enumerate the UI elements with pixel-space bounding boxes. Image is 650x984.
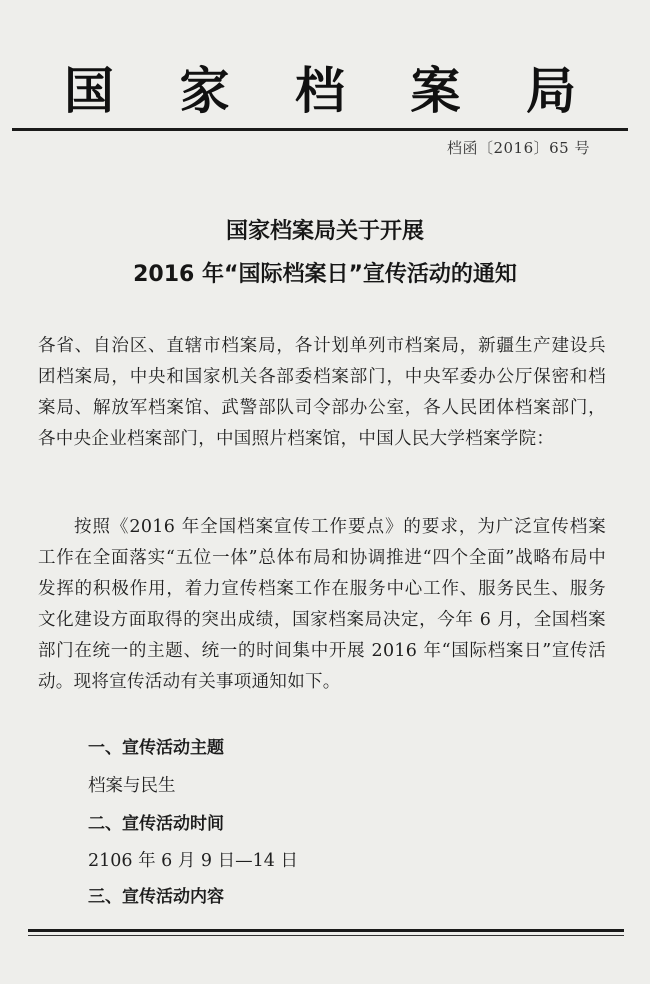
section-heading-theme: 一、宣传活动主题: [88, 738, 224, 758]
header-divider: [12, 128, 628, 131]
document-number: 档函〔2016〕65 号: [446, 139, 590, 157]
masthead-char: 案: [410, 62, 461, 120]
document-title-line-2: 2016 年“国际档案日”宣传活动的通知: [133, 262, 517, 287]
masthead-char: 局: [526, 62, 576, 120]
addressees-paragraph: 各省、自治区、直辖市档案局，各计划单列市档案局，新疆生产建设兵团档案局，中央和国家机关各部委档案部门，中央军委办公厅保密和档案局、解放军档案馆、武警部队司令部办公室，各人民团体档案部门，各中央企业档案部门，中国照片档案馆，中国人民大学档案学院：: [38, 336, 606, 449]
issuer-masthead: [40, 58, 600, 124]
masthead-char: 家: [179, 62, 230, 120]
section-heading-content: 三、宣传活动内容: [88, 887, 224, 907]
footer-divider-thick: [28, 929, 624, 932]
masthead-char: 国: [64, 62, 114, 120]
section-content-time: 2106 年 6 月 9 日—14 日: [88, 851, 298, 871]
section-content-theme: 档案与民生: [88, 776, 176, 796]
document-title-line-1: 国家档案局关于开展: [225, 219, 424, 244]
footer-divider-thin: [28, 935, 624, 936]
main-paragraph: 按照《2016 年全国档案宣传工作要点》的要求，为广泛宣传档案工作在全面落实“五位一体”总体布局和协调推进“四个全面”战略布局中发挥的积极作用，着力宣传档案工作在服务中心工作、服务民生、服务文化建设方面取得的突出成绩，国家档案局决定，今年 6 月，全国档案部门在统一的主题、统一的时间集中开展 2016 年“国际档案日”宣传活动。现将宣传活动有关事项通知如下。: [38, 517, 606, 692]
section-heading-time: 二、宣传活动时间: [88, 814, 224, 834]
masthead-char: 档: [295, 62, 345, 120]
